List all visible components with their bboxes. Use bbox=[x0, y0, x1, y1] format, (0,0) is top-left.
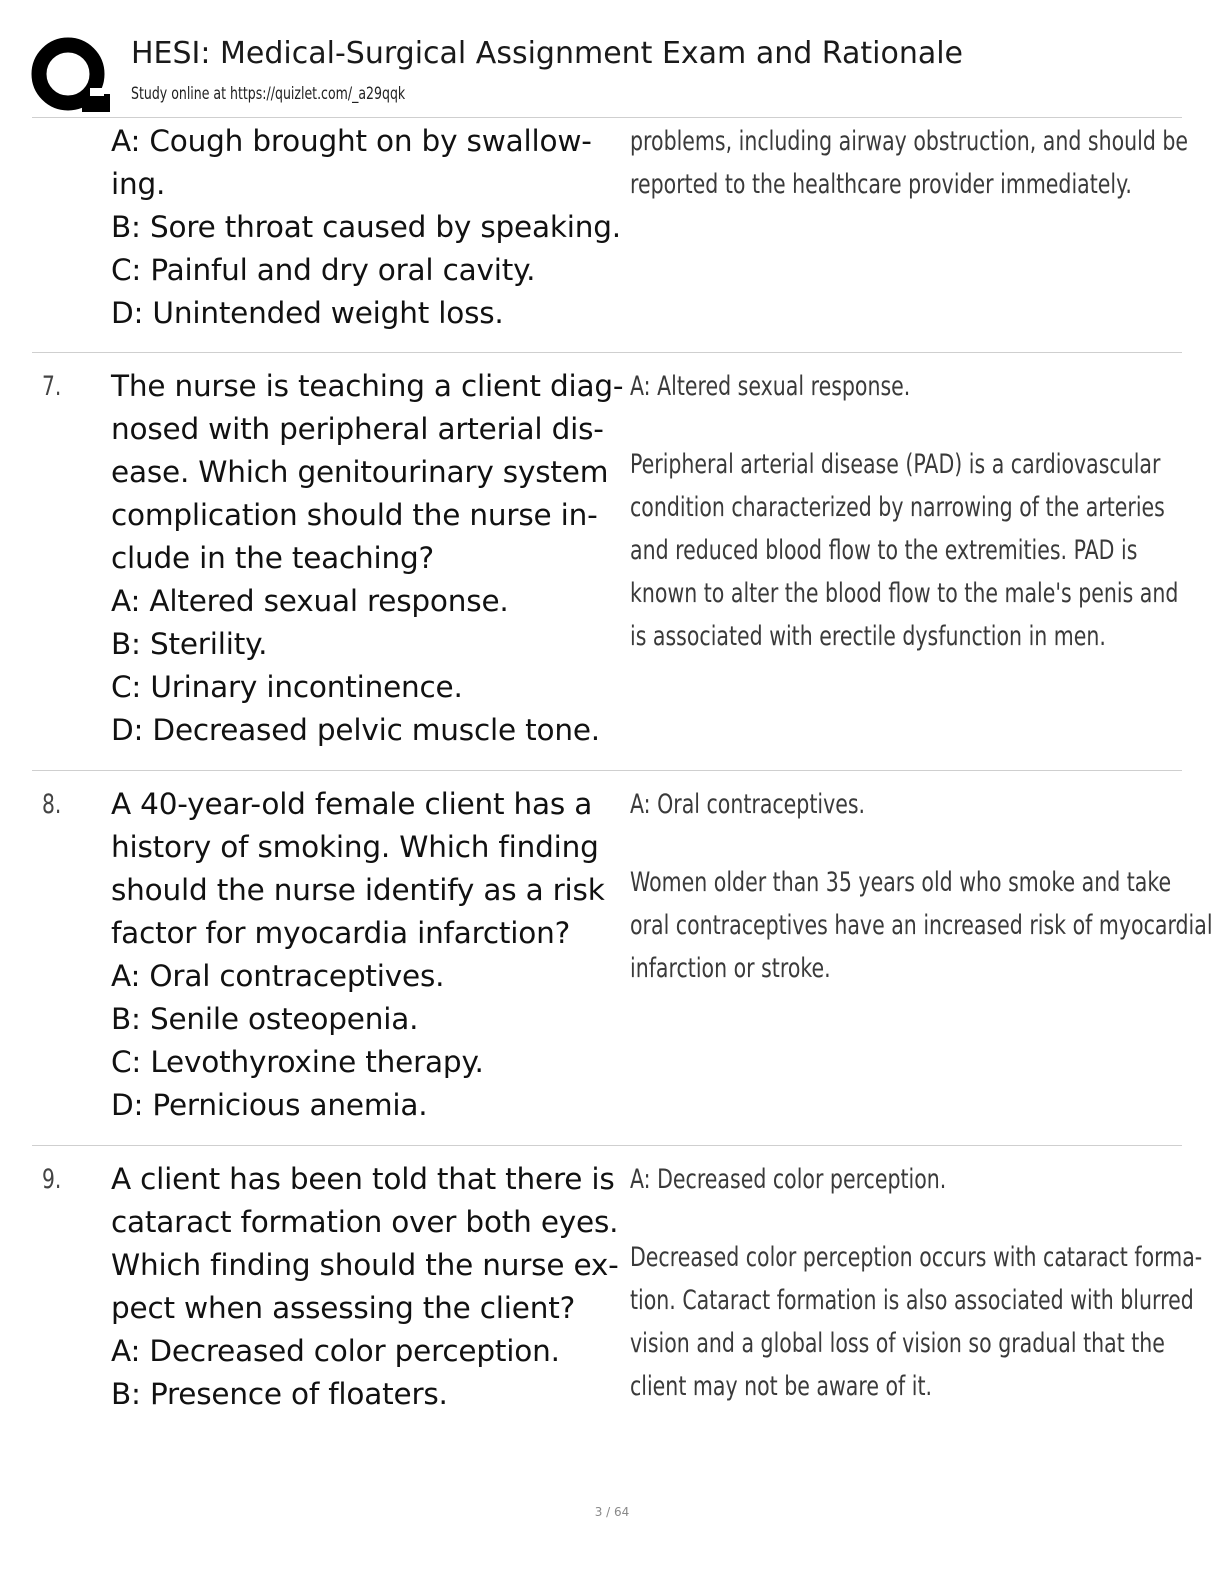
question-line: pect when assessing the client? bbox=[111, 1291, 576, 1325]
answer-text: A: Altered sexual response. bbox=[630, 371, 911, 402]
question-number: 7. bbox=[42, 371, 62, 402]
rationale-line: known to alter the blood flow to the male's penis and bbox=[630, 578, 1179, 609]
question-line: A: Oral contraceptives. bbox=[111, 959, 445, 993]
rationale-line: Decreased color perception occurs with cataract forma- bbox=[630, 1242, 1203, 1273]
question-line: B: Sterility. bbox=[111, 627, 268, 661]
rationale bbox=[630, 365, 1179, 658]
question-line: nosed with peripheral arterial dis- bbox=[111, 412, 604, 446]
question-line: ing. bbox=[111, 167, 166, 201]
question-line: Which finding should the nurse ex- bbox=[111, 1248, 619, 1282]
study-online-link[interactable]: Study online at https://quizlet.com/_a29qqk bbox=[131, 84, 406, 104]
question-line: complication should the nurse in- bbox=[111, 498, 598, 532]
rationale-line: client may not be aware of it. bbox=[630, 1371, 933, 1402]
question-line: D: Pernicious anemia. bbox=[111, 1088, 428, 1122]
rationale-line: oral contraceptives have an increased risk of myocardial bbox=[630, 910, 1213, 941]
rationale-line: and reduced blood flow to the extremities. PAD is bbox=[630, 535, 1138, 566]
question-line: should the nurse identify as a risk bbox=[111, 873, 605, 907]
page-header bbox=[30, 28, 1190, 118]
question-line: The nurse is teaching a client diag- bbox=[111, 369, 624, 403]
question-line: history of smoking. Which finding bbox=[111, 830, 599, 864]
question-line: A: Decreased color perception. bbox=[111, 1334, 560, 1368]
question-line: A: Cough brought on by swallow- bbox=[111, 124, 592, 158]
question-line: A client has been told that there is bbox=[111, 1162, 615, 1196]
rationale-line: Women older than 35 years old who smoke and take bbox=[630, 867, 1172, 898]
divider bbox=[32, 352, 1182, 353]
rationale-line: infarction or stroke. bbox=[630, 953, 831, 984]
divider bbox=[32, 770, 1182, 771]
rationale-line: Peripheral arterial disease (PAD) is a cardiovascular bbox=[630, 449, 1161, 480]
question-text bbox=[111, 1158, 641, 1416]
quizlet-q-logo-icon bbox=[30, 36, 110, 116]
question-line: D: Unintended weight loss. bbox=[111, 296, 504, 330]
question-number: 8. bbox=[42, 789, 62, 820]
question-line: A: Altered sexual response. bbox=[111, 584, 509, 618]
question-line: A 40-year-old female client has a bbox=[111, 787, 593, 821]
question-line: B: Presence of floaters. bbox=[111, 1377, 448, 1411]
divider bbox=[32, 117, 1182, 118]
divider bbox=[32, 1145, 1182, 1146]
rationale bbox=[630, 1158, 1203, 1408]
question-line: B: Senile osteopenia. bbox=[111, 1002, 419, 1036]
answer-text: A: Decreased color perception. bbox=[630, 1164, 947, 1195]
question-line: C: Levothyroxine therapy. bbox=[111, 1045, 484, 1079]
document-title: HESI: Medical-Surgical Assignment Exam and Rationale bbox=[131, 36, 964, 71]
page-number: 3 / 64 bbox=[594, 1505, 630, 1519]
question-text bbox=[111, 120, 641, 335]
question-line: factor for myocardia infarction? bbox=[111, 916, 571, 950]
rationale bbox=[630, 120, 1189, 206]
rationale-line: condition characterized by narrowing of the arteries bbox=[630, 492, 1165, 523]
question-text bbox=[111, 783, 641, 1127]
rationale-line: problems, including airway obstruction, and should be bbox=[630, 126, 1189, 157]
question-text bbox=[111, 365, 641, 752]
rationale bbox=[630, 783, 1213, 990]
question-line: ease. Which genitourinary system bbox=[111, 455, 609, 489]
rationale-line: vision and a global loss of vision so gradual that the bbox=[630, 1328, 1165, 1359]
question-line: cataract formation over both eyes. bbox=[111, 1205, 619, 1239]
rationale-line: is associated with erectile dysfunction in men. bbox=[630, 621, 1106, 652]
answer-text: A: Oral contraceptives. bbox=[630, 789, 866, 820]
question-line: D: Decreased pelvic muscle tone. bbox=[111, 713, 600, 747]
question-line: clude in the teaching? bbox=[111, 541, 435, 575]
rationale-line: reported to the healthcare provider immediately. bbox=[630, 169, 1132, 200]
question-line: B: Sore throat caused by speaking. bbox=[111, 210, 621, 244]
question-line: C: Painful and dry oral cavity. bbox=[111, 253, 536, 287]
question-line: C: Urinary incontinence. bbox=[111, 670, 463, 704]
question-number: 9. bbox=[42, 1164, 62, 1195]
rationale-line: tion. Cataract formation is also associated with blurred bbox=[630, 1285, 1194, 1316]
